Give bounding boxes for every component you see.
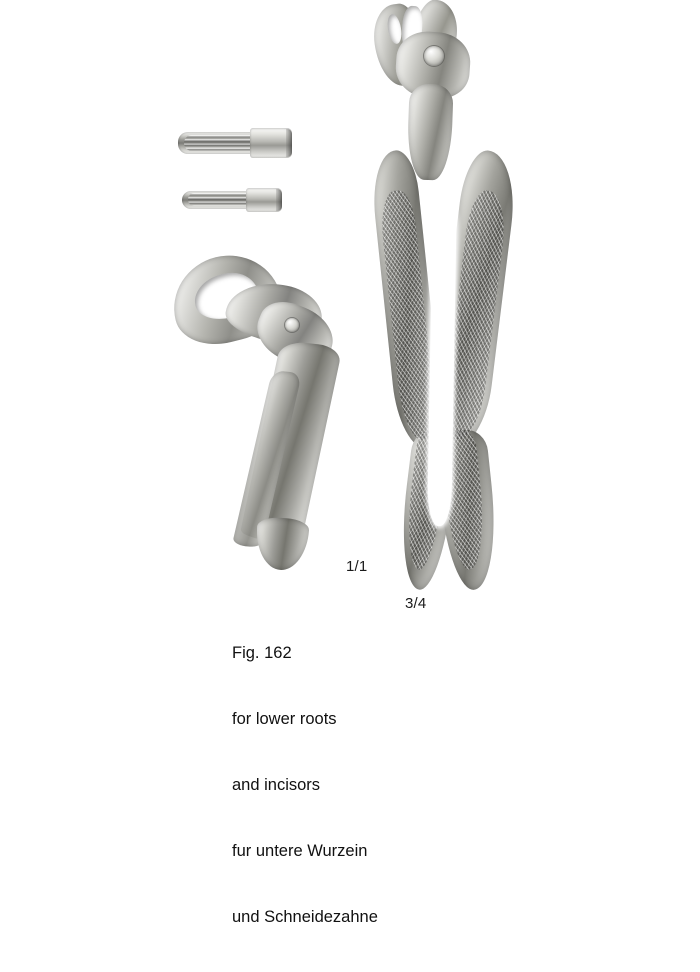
tip-blade <box>246 188 282 212</box>
caption-line-3: and incisors <box>232 776 321 794</box>
caption-line-1: Fig. 162 <box>232 644 292 662</box>
shank <box>406 83 453 180</box>
head-view <box>168 250 368 575</box>
full-view <box>390 0 590 640</box>
handle-tip <box>254 516 310 572</box>
caption-line-5: und Schneidezahne <box>232 908 378 926</box>
tip-serrations <box>184 135 250 151</box>
scale-label-full-view: 3/4 <box>405 595 427 612</box>
caption-line-2: for lower roots <box>232 710 337 728</box>
scale-label-head-view: 1/1 <box>346 558 368 575</box>
caption-line-4: fur untere Wurzein <box>232 842 368 860</box>
figure-caption <box>232 598 378 972</box>
tip-serrations <box>188 193 246 206</box>
pivot-rivet <box>424 46 444 66</box>
pivot-rivet <box>285 318 299 332</box>
tip-blade <box>250 128 292 158</box>
